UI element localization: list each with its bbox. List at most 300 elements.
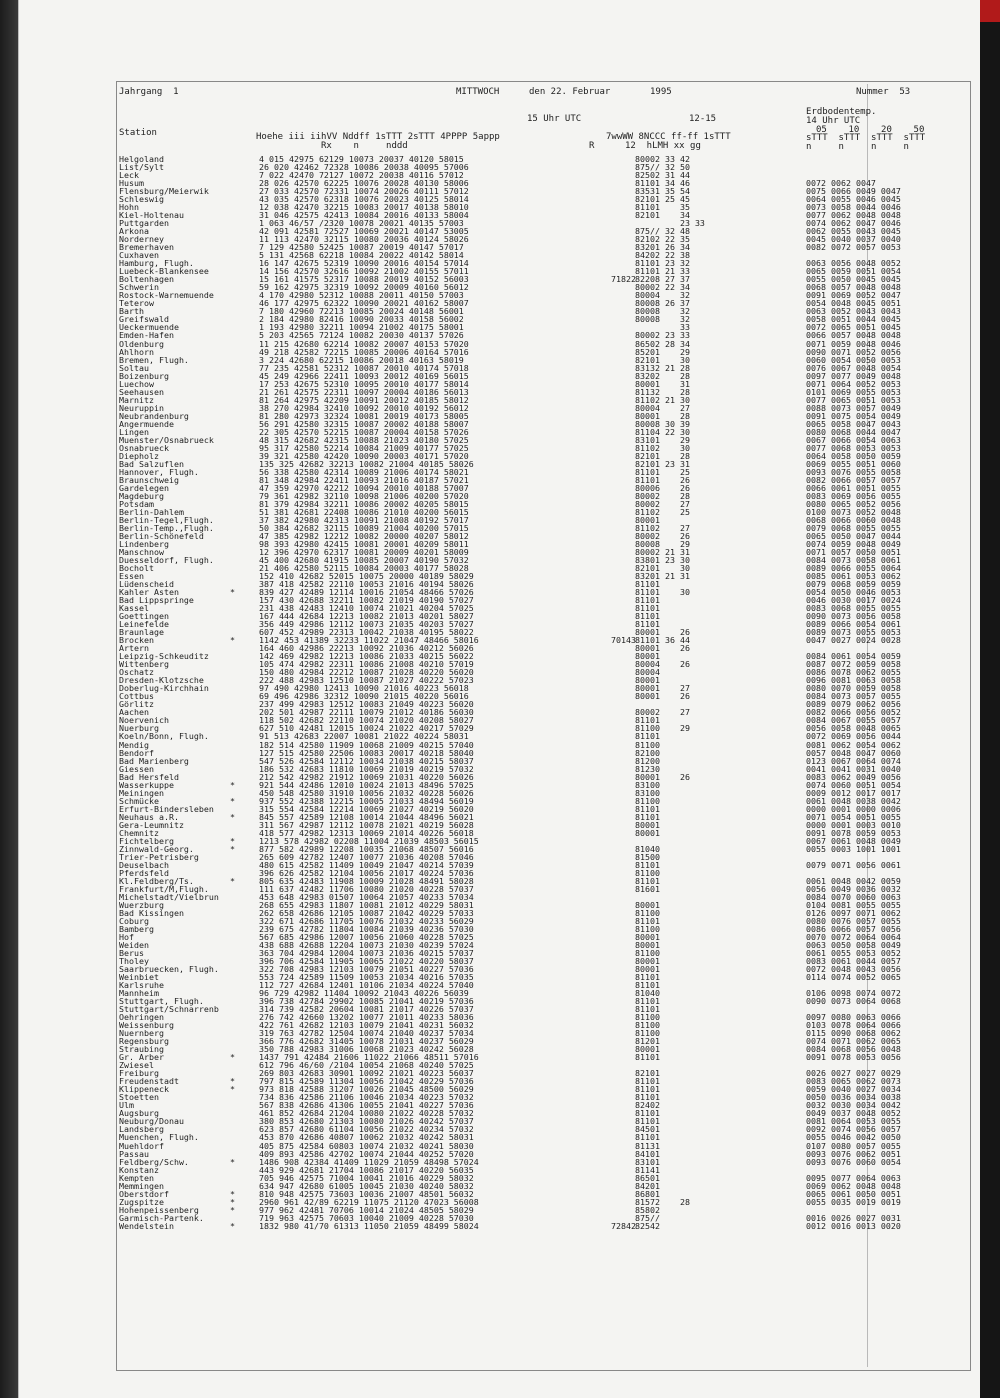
station-name: Kassel: [119, 603, 149, 614]
weather-group: 83531 35 54: [635, 186, 690, 197]
soil-temperatures: 0065 0061 0050 0051: [806, 1188, 901, 1199]
soil-temperatures: 0071 0054 0051 0055: [806, 811, 901, 822]
observation-values: 1437 791 42484 21606 11022 21066 48511 57016: [259, 1052, 479, 1063]
soil-temp-time: 14 Uhr UTC: [806, 116, 861, 126]
station-name: Fichtelberg: [119, 835, 174, 846]
weather-group: 81201: [635, 1036, 660, 1047]
weather-group: 81101: [635, 1076, 660, 1087]
soil-temperatures: 0082 0072 0057 0053: [806, 242, 901, 253]
weather-group: 80001: [635, 827, 660, 838]
weather-group: 81101 30: [635, 587, 690, 598]
weather-group: 80001: [635, 964, 660, 974]
observation-values: 5 131 42568 62218 10084 20022 40142 58014: [259, 250, 464, 261]
weather-group: 81101: [635, 611, 660, 622]
observation-values: 547 526 42584 12112 10034 21038 40215 58037: [259, 755, 474, 766]
weather-group: 81101: [635, 915, 660, 926]
observation-values: 553 724 42589 11509 10053 21034 40216 57035: [259, 972, 474, 982]
weather-group: 83202 28: [635, 370, 690, 381]
weather-group: 82102 22 35: [635, 234, 690, 245]
soil-temperatures: 0000 0001 0000 0006: [806, 803, 901, 814]
observation-values: 567 685 42986 12007 10056 21060 40228 57025: [259, 931, 474, 942]
observation-values: 356 449 42986 12112 10073 21035 40203 57027: [259, 619, 474, 630]
observation-values: 11 215 42680 62214 10082 20007 40153 57020: [259, 338, 469, 349]
station-name: Bremen, Flugh.: [119, 354, 189, 365]
soil-temperatures: 0069 0062 0048 0048: [806, 1180, 901, 1191]
observation-values: 937 552 42388 12215 10005 21033 48494 56019: [259, 795, 474, 806]
station-name: Aachen: [119, 707, 149, 718]
station-name: Norderney: [119, 234, 164, 245]
weather-group: 83101: [635, 1156, 660, 1167]
observation-values: 118 502 42682 22110 10074 21020 40208 58027: [259, 715, 474, 726]
observation-values: 396 626 42582 12104 10056 21017 40224 57036: [259, 867, 474, 878]
soil-temperatures: 0072 0065 0051 0045: [806, 322, 901, 333]
observation-values: 237 499 42983 12512 10083 21049 40223 56020: [259, 699, 474, 710]
station-name: Luebeck-Blankensee: [119, 266, 209, 277]
soil-temperatures: 0081 0064 0053 0055: [806, 1116, 901, 1127]
soil-temperatures: 0075 0066 0049 0047: [806, 186, 901, 197]
observation-values: 39 321 42580 42420 10090 20003 40171 57020: [259, 450, 469, 461]
station-name: Brocken: [119, 635, 154, 646]
precip-code: 72842: [611, 1220, 636, 1231]
station-name: Kiel-Holtenau: [119, 210, 184, 221]
soil-temperatures: 0066 0061 0051 0055: [806, 482, 901, 493]
observation-values: 164 460 42986 22213 10092 21036 40212 56026: [259, 643, 474, 654]
soil-temperatures: 0041 0041 0031 0040: [806, 763, 901, 774]
observation-values: 112 727 42684 12401 10106 21034 40224 57040: [259, 980, 474, 991]
observation-values: 81 280 42973 32324 10081 20019 40173 58005: [259, 410, 469, 421]
station-name: Gera-Leumnitz: [119, 819, 184, 830]
soil-temperatures: 0055 0003 1001 1001: [806, 843, 901, 854]
station-name: Ulm: [119, 1100, 134, 1111]
weather-group: 81101: [635, 619, 660, 630]
weather-group: 81101: [635, 731, 660, 742]
weather-group: 81101: [635, 811, 660, 822]
station-name: Helgoland: [119, 154, 164, 164]
station-name: Zugspitze: [119, 1196, 164, 1207]
weather-group: 33: [635, 322, 690, 333]
observation-values: 567 838 42686 41306 10055 21041 40227 57036: [259, 1100, 474, 1111]
observation-values: 1 193 42980 32211 10094 21002 40175 58001: [259, 322, 464, 333]
weather-group: 80004 27: [635, 402, 690, 413]
station-name: Cuxhaven: [119, 250, 159, 261]
weather-group: 81200: [635, 755, 660, 766]
station-name: Lüdenscheid: [119, 579, 174, 590]
station-name: Bremerhaven: [119, 242, 174, 253]
observation-values: 4 015 42975 62129 10073 20037 40120 58015: [259, 154, 464, 164]
weather-group: 82100: [635, 747, 660, 758]
station-name: Bad Lippspringe: [119, 595, 194, 606]
weather-group: 80001: [635, 819, 660, 830]
observation-values: 2960 961 42/89 62219 11075 21120 47023 56008: [259, 1196, 479, 1207]
weather-group: 84101: [635, 1148, 660, 1159]
station-name: Rostock-Warnemuende: [119, 290, 214, 301]
observation-values: 81 348 42984 22411 10093 21016 40187 57021: [259, 474, 469, 485]
weather-group: 80001 26: [635, 691, 690, 702]
station-name: Marnitz: [119, 394, 154, 405]
soil-temperatures: 0115 0090 0068 0062: [806, 1028, 901, 1039]
soil-temperatures: 0084 0073 0058 0061: [806, 555, 901, 565]
station-name: Berlin-Dahlem: [119, 506, 184, 517]
observation-values: 443 929 42681 21704 10086 21017 40220 56035: [259, 1164, 474, 1175]
weather-group: 875//: [635, 1212, 660, 1223]
weather-group: 81101 34 46: [635, 178, 690, 189]
station-name: Diepholz: [119, 450, 159, 461]
observation-values: 49 218 42582 72215 10085 20006 40164 57016: [259, 346, 469, 357]
station-name: Stuttgart, Flugh.: [119, 996, 204, 1007]
weather-group: 81572 28: [635, 1196, 690, 1207]
observation-values: 81 379 42984 32211 10086 20002 40205 58015: [259, 498, 469, 509]
weather-group: 80001: [635, 940, 660, 950]
soil-temperatures: 0070 0072 0064 0064: [806, 931, 901, 942]
station-name: Puttgarden: [119, 218, 169, 229]
observation-values: 1832 980 41/70 61313 11050 21059 48499 58024: [259, 1220, 479, 1231]
station-name: Leck: [119, 170, 139, 180]
weekday: MITTWOCH: [456, 87, 500, 97]
soil-temperatures: 0065 0050 0047 0044: [806, 530, 901, 541]
station-name: Mannheim: [119, 988, 159, 999]
weather-group: 81100: [635, 795, 660, 806]
observation-values: 51 381 42681 22408 10086 21010 40200 56015: [259, 506, 469, 517]
weather-group: 82542: [635, 1220, 660, 1231]
observation-values: 98 393 42980 42415 10081 20001 40209 58011: [259, 539, 469, 549]
soil-temperatures: 0072 0069 0056 0044: [806, 731, 901, 742]
observation-values: 135 325 42682 32213 10082 21004 40185 58026: [259, 458, 474, 469]
soil-temperatures: 0063 0050 0058 0049: [806, 940, 901, 950]
soil-temperatures: 0084 0073 0057 0055: [806, 691, 901, 702]
soil-temperatures: 0050 0036 0034 0038: [806, 1092, 901, 1103]
mountain-marker: *: [230, 779, 235, 790]
station-name: Zinnwald-Georg.: [119, 843, 194, 854]
weather-group: 80001 26: [635, 643, 690, 654]
station-name: Görlitz: [119, 699, 154, 710]
weather-group: 80002 26: [635, 530, 690, 541]
observation-values: 27 033 42570 72331 10074 20026 40111 57012: [259, 186, 469, 197]
station-name: Gr. Arber: [119, 1052, 164, 1063]
observation-values: 157 430 42688 32211 10082 21019 40190 57027: [259, 595, 474, 606]
weather-group: 80002 27: [635, 707, 690, 718]
station-name: Hohn: [119, 202, 139, 213]
observation-values: 17 253 42675 52310 10095 20010 40177 58014: [259, 378, 469, 389]
observation-values: 438 688 42688 12204 10073 21030 40239 57024: [259, 940, 474, 950]
observation-values: 366 776 42682 31405 10078 21031 40237 56029: [259, 1036, 474, 1047]
observation-values: 265 609 42782 12407 10077 21036 40208 57046: [259, 851, 474, 862]
table-row: [19, 1222, 981, 1231]
station-name: Stoetten: [119, 1092, 159, 1103]
station-name: Seehausen: [119, 386, 164, 397]
observation-values: 222 488 42983 12510 10087 21027 40222 57023: [259, 675, 474, 686]
observation-values: 182 514 42580 11909 10068 21009 40215 57040: [259, 739, 474, 750]
station-name: Duesseldorf, Flugh.: [119, 555, 214, 565]
observation-values: 276 742 42660 13202 10077 21011 40233 58036: [259, 1012, 474, 1023]
soil-temperatures: 0088 0073 0057 0049: [806, 402, 901, 413]
weather-group: 81101: [635, 859, 660, 870]
observation-values: 322 671 42686 11705 10076 21032 40233 56029: [259, 915, 474, 926]
station-name: Lingen: [119, 426, 149, 437]
observation-values: 405 875 42584 60803 10074 21032 40241 58030: [259, 1140, 474, 1151]
observation-values: 1142 453 41389 32233 11022 21047 48466 58016: [259, 635, 479, 646]
station-name: Berlin-Temp.,Flugh.: [119, 522, 214, 533]
soil-temperatures: 0067 0066 0054 0063: [806, 434, 901, 445]
soil-temperatures: 0107 0080 0057 0055: [806, 1140, 901, 1151]
soil-temperatures: 0071 0059 0048 0046: [806, 338, 901, 349]
observation-values: 2 184 42980 82416 10090 20033 40158 56002: [259, 314, 464, 325]
soil-temperatures: 0058 0051 0044 0045: [806, 314, 901, 325]
weather-group: 81230: [635, 763, 660, 774]
soil-temperatures: 0083 0065 0062 0073: [806, 1076, 901, 1087]
station-name: Landsberg: [119, 1124, 164, 1135]
station-name: Berlin-Tegel,Flugh.: [119, 514, 214, 525]
station-name: Klippeneck: [119, 1084, 169, 1095]
observation-values: 409 893 42586 42702 10074 21044 40252 57020: [259, 1148, 474, 1159]
weather-group: 82101 30: [635, 563, 690, 573]
station-name: Kl.Feldberg/Ts.: [119, 875, 194, 886]
station-name: Pferdsfeld: [119, 867, 169, 878]
soil-temperatures: 0103 0078 0064 0066: [806, 1020, 901, 1031]
weather-group: 81100: [635, 867, 660, 878]
observation-values: 127 515 42580 22506 10083 20017 40218 58040: [259, 747, 474, 758]
station-name: Koeln/Bonn, Flugh.: [119, 731, 209, 742]
station-name: Straubing: [119, 1044, 164, 1055]
station-name: Kempten: [119, 1172, 154, 1183]
weather-group: 81101: [635, 1116, 660, 1127]
soil-temperatures: 0090 0073 0056 0058: [806, 611, 901, 622]
station-name: Muehldorf: [119, 1140, 164, 1151]
observation-values: 47 385 42982 12212 10082 20000 40207 58012: [259, 530, 469, 541]
soil-temperatures: 0100 0073 0052 0048: [806, 506, 901, 517]
weather-group: 80001 26: [635, 771, 690, 782]
observation-values: 453 648 42983 01507 10064 21057 40233 57034: [259, 891, 474, 902]
weather-group: 81100: [635, 923, 660, 934]
soil-temperatures: 0079 0068 0055 0055: [806, 522, 901, 533]
soil-temperatures: 0032 0030 0034 0042: [806, 1100, 901, 1111]
station-name: Teterow: [119, 298, 154, 309]
observation-values: 607 452 42989 22313 10042 21038 40195 58022: [259, 627, 474, 638]
soil-temperatures: 0080 0068 0044 0047: [806, 426, 901, 437]
observation-values: 56 291 42580 32315 10087 20002 40188 58007: [259, 418, 469, 429]
station-name: Augsburg: [119, 1108, 159, 1119]
observation-values: 47 359 42970 42212 10094 20010 40188 57007: [259, 482, 469, 493]
weather-group: 81601: [635, 883, 660, 894]
weather-group: 81132 28: [635, 386, 690, 397]
station-name: Luechow: [119, 378, 154, 389]
station-name: Berus: [119, 948, 144, 958]
station-name: Wasserkuppe: [119, 779, 174, 790]
soil-temperatures: 0063 0052 0043 0043: [806, 306, 901, 317]
soil-temperatures: 0093 0076 0062 0051: [806, 1148, 901, 1159]
station-name: Leipzig-Schkeuditz: [119, 651, 209, 662]
observation-values: 7 129 42580 52425 10087 20019 40147 57017: [259, 242, 464, 253]
station-name: Hannover, Flugh.: [119, 466, 199, 477]
station-name: Wittenberg: [119, 659, 169, 670]
station-name: Leinefelde: [119, 619, 169, 630]
soil-temperatures: 0084 0067 0055 0057: [806, 715, 901, 726]
soil-temperatures: 0071 0064 0052 0053: [806, 378, 901, 389]
soil-temperatures: 0056 0058 0048 0065: [806, 723, 901, 734]
weather-group: 84201: [635, 1180, 660, 1191]
weather-group: 81102 27: [635, 522, 690, 533]
observation-values: 111 637 42482 11706 10080 21020 40228 57037: [259, 883, 474, 894]
soil-temperatures: 0084 0068 0056 0048: [806, 1044, 901, 1055]
mountain-marker: *: [230, 843, 235, 854]
station-name: Frankfurt/M,Flugh.: [119, 883, 209, 894]
book-binding: [0, 0, 18, 1398]
soil-temperatures: 0055 0035 0019 0019: [806, 1196, 901, 1207]
station-name: Lindenberg: [119, 539, 169, 549]
station-heading: Station: [119, 128, 157, 138]
weather-group: 80004 32: [635, 290, 690, 301]
station-name: Coburg: [119, 915, 149, 926]
mountain-marker: *: [230, 1156, 235, 1167]
r-code: R: [589, 141, 595, 151]
weather-group: 81101 21 33: [635, 266, 690, 277]
soil-temperatures: 0072 0062 0047: [806, 178, 876, 189]
soil-temperatures: 0066 0057 0048 0048: [806, 330, 901, 341]
weather-group: 82101 28: [635, 450, 690, 461]
station-name: Schleswig: [119, 194, 164, 205]
weather-group: 80002 33 42: [635, 154, 690, 164]
soil-temperatures: 0091 0069 0052 0047: [806, 290, 901, 301]
station-name: Soltau: [119, 362, 149, 373]
weather-group: 81101: [635, 803, 660, 814]
station-name: Ahlhorn: [119, 346, 154, 357]
observation-values: 314 739 42582 20604 10081 21017 40226 57037: [259, 1004, 474, 1015]
soil-temperatures: 0054 0048 0045 0051: [806, 298, 901, 309]
station-name: Tholey: [119, 956, 149, 966]
station-name: Hohenpeissenberg: [119, 1204, 199, 1215]
observation-values: 269 803 42683 30901 10092 21021 40223 56037: [259, 1068, 474, 1079]
weather-group: 80008 30 39: [635, 418, 690, 429]
soil-temperatures: 0082 0066 0057 0057: [806, 474, 901, 485]
soil-temperatures: 0082 0066 0056 0052: [806, 707, 901, 718]
observation-values: 387 418 42582 22110 10053 21016 40194 58026: [259, 579, 474, 590]
soil-temperatures: 0059 0040 0027 0034: [806, 1084, 901, 1095]
soil-temperatures: 0057 0048 0047 0060: [806, 747, 901, 758]
station-name: Bad Kissingen: [119, 907, 184, 918]
observation-values: 1 063 46/57 /2320 10078 20021 40135 57003: [259, 218, 464, 229]
weather-group: 81100: [635, 1028, 660, 1039]
station-name: Oehringen: [119, 1012, 164, 1023]
observation-values: 262 658 42686 12105 10087 21042 40229 57033: [259, 907, 474, 918]
weather-group: 83801 23 30: [635, 555, 690, 565]
weather-group: 82402: [635, 1100, 660, 1111]
observation-values: 319 763 42782 12504 10074 21040 40237 57034: [259, 1028, 474, 1039]
station-name: Arkona: [119, 226, 149, 237]
soil-temperatures: 0077 0062 0048 0048: [806, 210, 901, 221]
soil-temperatures: 0016 0026 0027 0031: [806, 1212, 901, 1223]
station-name: Neuhaus a.R.: [119, 811, 179, 822]
observation-values: 705 946 42575 71004 10041 21016 40229 58032: [259, 1172, 474, 1183]
weather-group: 81102 21 30: [635, 394, 690, 405]
station-name: Magdeburg: [119, 490, 164, 501]
weather-group: 81101: [635, 715, 660, 726]
observation-values: 973 818 42588 31207 10026 21045 48500 56029: [259, 1084, 474, 1095]
weather-group: 80001: [635, 931, 660, 942]
station-name: Boizenburg: [119, 370, 169, 381]
soil-temperatures: 0064 0058 0050 0059: [806, 450, 901, 461]
weather-group: 81101: [635, 595, 660, 606]
weather-group: 81102 30: [635, 442, 690, 453]
station-name: Emden-Hafen: [119, 330, 174, 341]
observation-values: 186 532 42683 11810 10069 21019 40219 57032: [259, 763, 474, 774]
weather-group: 81101: [635, 972, 660, 982]
observation-values: 418 577 42982 12313 10069 21014 40226 56018: [259, 827, 474, 838]
weather-codes-2: 12 hLMH xx gg: [625, 141, 701, 151]
soil-temperatures: 0073 0058 0044 0046: [806, 202, 901, 213]
date-label: den 22. Februar: [529, 87, 611, 97]
station-name: Oldenburg: [119, 338, 164, 349]
station-name: Barth: [119, 306, 144, 317]
soil-temperatures: 0047 0027 0024 0028: [806, 635, 901, 646]
weather-group: 82101 34: [635, 210, 690, 221]
soil-temperatures: 0080 0070 0059 0058: [806, 683, 901, 694]
station-name: Neuburg/Donau: [119, 1116, 184, 1127]
soil-temperatures: 0061 0048 0038 0042: [806, 795, 901, 806]
station-name: Meiningen: [119, 787, 164, 798]
precip-code: 71822: [611, 274, 636, 285]
weather-group: 80002 27: [635, 498, 690, 509]
soil-temperatures: 0074 0059 0048 0049: [806, 539, 901, 549]
jahrgang-label: Jahrgang 1: [119, 87, 179, 97]
weather-group: 83100: [635, 787, 660, 798]
soil-temperatures: 0083 0062 0049 0056: [806, 771, 901, 782]
station-name: Saarbruecken, Flugh.: [119, 964, 219, 974]
weather-group: 82101 23 31: [635, 458, 690, 469]
weather-group: 81131: [635, 1140, 660, 1151]
weather-group: 81104 22 30: [635, 426, 690, 437]
soil-temperatures: 0097 0077 0049 0048: [806, 370, 901, 381]
soil-temperatures: 0079 0071 0056 0061: [806, 859, 901, 870]
period-heading: 12-15: [689, 114, 717, 124]
weather-group: 875// 32 50: [635, 162, 690, 172]
weather-group: 83101 29: [635, 434, 690, 445]
soil-temperatures: 0083 0069 0056 0055: [806, 490, 901, 501]
station-name: Erfurt-Bindersleben: [119, 803, 214, 814]
station-name: Weiden: [119, 940, 149, 950]
observation-values: 322 708 42983 12103 10079 21051 40227 57036: [259, 964, 474, 974]
station-name: Nuerburg: [119, 723, 159, 734]
weather-group: 86501: [635, 1172, 660, 1183]
station-name: Trier-Petrisberg: [119, 851, 199, 862]
observation-values: 1213 578 42982 02208 11004 21039 48503 56015: [259, 835, 479, 846]
weather-group: 80002 21 31: [635, 547, 690, 557]
observation-values: 977 962 42481 70706 10014 21024 48505 58029: [259, 1204, 474, 1215]
soil-temperatures: 0080 0065 0052 0056: [806, 498, 901, 509]
weather-group: 81101 23 32: [635, 258, 690, 269]
soil-temperatures: 0096 0081 0063 0058: [806, 675, 901, 686]
soil-temperatures: 0114 0074 0052 0065: [806, 972, 901, 982]
weather-group: 83132 21 28: [635, 362, 690, 373]
observation-values: 28 026 42570 62225 10076 20028 40130 58006: [259, 178, 469, 189]
bookmark-ribbon: [980, 0, 1000, 22]
weather-group: 81101: [635, 980, 660, 991]
observation-values: 363 704 42984 12004 10073 21036 40215 57037: [259, 948, 474, 958]
weather-group: 83100: [635, 779, 660, 790]
observation-values: 839 427 42489 12114 10016 21054 48466 57026: [259, 587, 474, 598]
station-name: Gardelegen: [119, 482, 169, 493]
station-name: Freiburg: [119, 1068, 159, 1079]
observation-values: 45 400 42680 41915 10085 20007 40190 57032: [259, 555, 469, 565]
precip-code: 70143: [611, 635, 636, 646]
weather-group: 81101: [635, 996, 660, 1007]
weather-group: 81500: [635, 851, 660, 862]
utc-heading: 15 Uhr UTC: [527, 114, 582, 124]
observation-values: 845 557 42589 12108 10014 21044 48496 56021: [259, 811, 474, 822]
observation-values: 239 675 42782 11804 10084 21039 40236 57030: [259, 923, 474, 934]
station-name: Muenchen, Flugh.: [119, 1132, 199, 1143]
weather-group: 81100: [635, 739, 660, 750]
station-name: Flensburg/Meierwik: [119, 186, 209, 197]
soil-temperatures: 0071 0057 0050 0051: [806, 547, 901, 557]
